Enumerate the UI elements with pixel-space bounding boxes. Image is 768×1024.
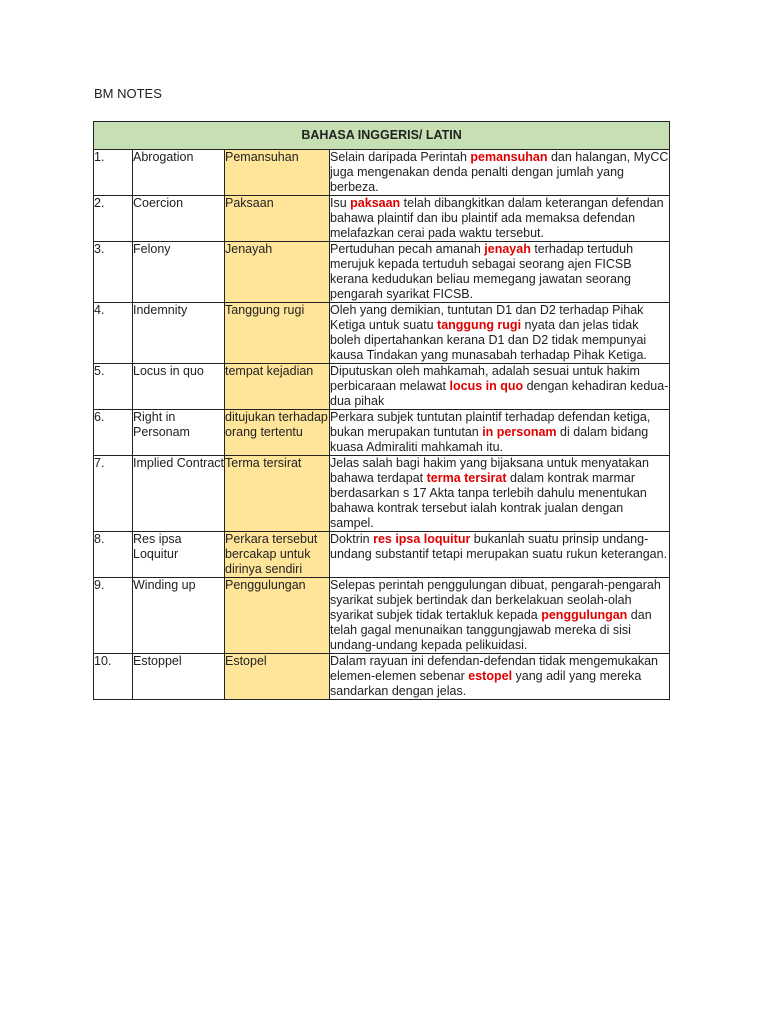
- example-sentence: [330, 456, 670, 532]
- table-header: BAHASA INGGERIS/ LATIN: [94, 122, 670, 150]
- sentence-after: di dalam bidang kuasa Admiraliti mahkamah itu.: [330, 425, 649, 454]
- example-sentence: [330, 578, 670, 654]
- english-term: Implied Contract: [133, 456, 225, 532]
- sentence-before: Perkara subjek tuntutan plaintif terhadap defendan ketiga, bukan merupakan tuntutan: [330, 410, 651, 439]
- highlighted-term: in personam: [482, 425, 557, 439]
- example-sentence: [330, 150, 670, 196]
- row-number: 8.: [94, 532, 133, 578]
- table-row: [94, 242, 670, 303]
- sentence-before: Jelas salah bagi hakim yang bijaksana untuk menyatakan bahawa terdapat: [330, 456, 649, 485]
- english-term: Felony: [133, 242, 225, 303]
- highlighted-term: jenayah: [484, 242, 531, 256]
- sentence-after: yang adil yang mereka sandarkan dengan jelas.: [330, 669, 642, 698]
- table-row: [94, 578, 670, 654]
- sentence-before: Pertuduhan pecah amanah: [330, 242, 485, 256]
- malay-term: Jenayah: [225, 242, 330, 303]
- sentence-before: Doktrin: [330, 532, 374, 546]
- english-term: Res ipsa Loquitur: [133, 532, 225, 578]
- highlighted-term: pemansuhan: [470, 150, 548, 164]
- document-title: BM NOTES: [94, 86, 162, 101]
- table-row: [94, 150, 670, 196]
- sentence-after: telah dibangkitkan dalam keterangan defendan bahawa plaintif dan ibu plaintif ada memaksa defendan melafazkan cerai pada waktu tersebut.: [330, 196, 664, 240]
- row-number: 10.: [94, 654, 133, 700]
- english-term: Estoppel: [133, 654, 225, 700]
- table-row: [94, 303, 670, 364]
- sentence-before: Oleh yang demikian, tuntutan D1 dan D2 terhadap Pihak Ketiga untuk suatu: [330, 303, 644, 332]
- table-row: [94, 654, 670, 700]
- table-body: [94, 150, 670, 700]
- malay-term: Penggulungan: [225, 578, 330, 654]
- english-term: Abrogation: [133, 150, 225, 196]
- malay-term: Paksaan: [225, 196, 330, 242]
- example-sentence: [330, 654, 670, 700]
- row-number: 6.: [94, 410, 133, 456]
- malay-term: Perkara tersebut bercakap untuk dirinya sendiri: [225, 532, 330, 578]
- sentence-before: Diputuskan oleh mahkamah, adalah sesuai untuk hakim perbicaraan melawat: [330, 364, 640, 393]
- english-term: Winding up: [133, 578, 225, 654]
- sentence-after: dengan kehadiran kedua-dua pihak: [330, 379, 669, 408]
- row-number: 2.: [94, 196, 133, 242]
- english-term: Indemnity: [133, 303, 225, 364]
- table-row: [94, 532, 670, 578]
- glossary-table: [93, 121, 670, 700]
- highlighted-term: locus in quo: [449, 379, 524, 393]
- malay-term: tempat kejadian: [225, 364, 330, 410]
- highlighted-term: terma tersirat: [426, 471, 507, 485]
- sentence-before: Selain daripada Perintah: [330, 150, 471, 164]
- table-row: [94, 364, 670, 410]
- sentence-after: dalam kontrak marmar berdasarkan s 17 Akta tanpa terlebih dahulu menentukan bahawa kontrak tersebut ialah kontrak jualan dengan sampel.: [330, 471, 647, 530]
- sentence-before: Dalam rayuan ini defendan-defendan tidak mengemukakan elemen-elemen sebenar: [330, 654, 658, 683]
- malay-term: Terma tersirat: [225, 456, 330, 532]
- malay-term: ditujukan terhadap orang tertentu: [225, 410, 330, 456]
- highlighted-term: tanggung rugi: [437, 318, 522, 332]
- english-term: Locus in quo: [133, 364, 225, 410]
- highlighted-term: res ipsa loquitur: [373, 532, 471, 546]
- sentence-before: Isu: [330, 196, 351, 210]
- sentence-after: dan halangan, MyCC juga mengenakan denda penalti dengan jumlah yang berbeza.: [330, 150, 669, 194]
- example-sentence: [330, 196, 670, 242]
- malay-term: Pemansuhan: [225, 150, 330, 196]
- sentence-after: dan telah gagal menunaikan tanggungjawab mereka di sisi undang-undang kepada pelikuidasi.: [330, 608, 652, 652]
- example-sentence: [330, 364, 670, 410]
- sentence-before: Selepas perintah penggulungan dibuat, pengarah-pengarah syarikat subjek bertindak dan berkelakuan seolah-olah syarikat subjek tidak tertakluk kepada: [330, 578, 661, 622]
- example-sentence: [330, 532, 670, 578]
- highlighted-term: estopel: [468, 669, 513, 683]
- table-row: [94, 196, 670, 242]
- row-number: 3.: [94, 242, 133, 303]
- example-sentence: [330, 242, 670, 303]
- highlighted-term: paksaan: [350, 196, 401, 210]
- example-sentence: [330, 410, 670, 456]
- sentence-after: nyata dan jelas tidak boleh dipertahankan kerana D1 dan D2 tidak mempunyai kausa Tindakan yang munasabah terhadap Pihak Ketiga.: [330, 318, 647, 362]
- example-sentence: [330, 303, 670, 364]
- table-row: [94, 410, 670, 456]
- row-number: 7.: [94, 456, 133, 532]
- sentence-after: bukanlah suatu prinsip undang-undang substantif tetapi merupakan suatu rukun keterangan.: [330, 532, 668, 561]
- highlighted-term: penggulungan: [541, 608, 628, 622]
- malay-term: Estopel: [225, 654, 330, 700]
- sentence-after: terhadap tertuduh merujuk kepada tertuduh sebagai seorang ajen FICSB kerana kedudukan beliau memegang jawatan seorang pengarah syarikat FICSB.: [330, 242, 634, 301]
- table-row: [94, 456, 670, 532]
- row-number: 9.: [94, 578, 133, 654]
- english-term: Right in Personam: [133, 410, 225, 456]
- row-number: 5.: [94, 364, 133, 410]
- row-number: 4.: [94, 303, 133, 364]
- row-number: 1.: [94, 150, 133, 196]
- english-term: Coercion: [133, 196, 225, 242]
- malay-term: Tanggung rugi: [225, 303, 330, 364]
